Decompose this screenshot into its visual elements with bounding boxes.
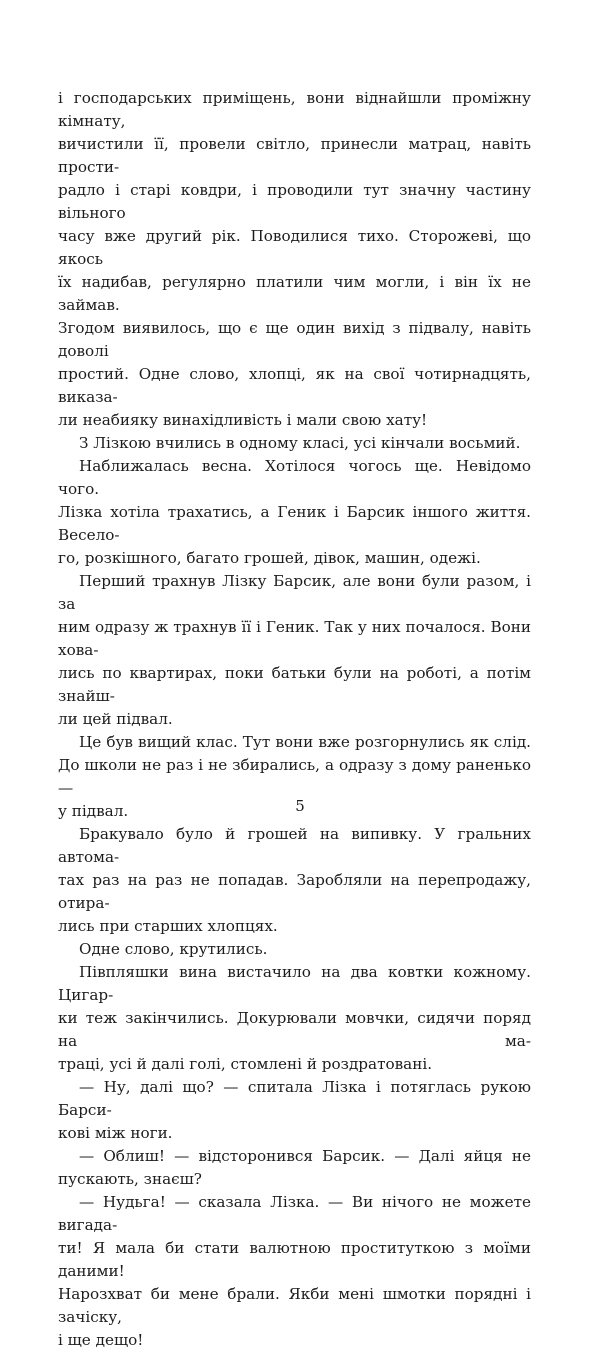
text-line: тах раз на раз не попадав. Заробляли на перепродажу, отира- [58, 871, 531, 912]
text-line: кові між ноги. [58, 1124, 173, 1142]
paragraph [58, 961, 531, 1076]
text-line: Це був вищий клас. Тут вони вже розгорнулись як слід. [79, 733, 531, 751]
paragraph [58, 570, 531, 731]
text-line: Півпляшки вина вистачило на два ковтки кожному. Цигар- [58, 963, 531, 1004]
text-line: і ще дещо! [58, 1331, 144, 1349]
paragraph [58, 938, 531, 961]
text-line: простий. Одне слово, хлопці, як на свої чотирнадцять, виказа- [58, 365, 531, 406]
text-line: пускають, знаєш? [58, 1170, 202, 1188]
text-line: ли цей підвал. [58, 710, 173, 728]
text-line: го, розкішного, багато грошей, дівок, машин, одежі. [58, 549, 481, 567]
text-line: радло і старі ковдри, і проводили тут значну частину вільного [58, 181, 531, 222]
text-line: часу вже другий рік. Поводилися тихо. Сторожеві, що якось [58, 227, 531, 268]
text-line: траці, усі й далі голі, стомлені й роздратовані. [58, 1055, 433, 1073]
paragraph [58, 1145, 531, 1191]
text-line: Одне слово, крутились. [79, 940, 268, 958]
text-line: Згодом виявилось, що є ще один вихід з підвалу, навіть доволі [58, 319, 531, 360]
text-line: ти! Я мала би стати валютною проституткою з моїми даними! [58, 1239, 531, 1280]
text-line: ки теж закінчились. Докурювали мовчки, сидячи поряд на ма- [58, 1009, 531, 1050]
text-line: Перший трахнув Лізку Барсик, але вони були разом, і за [58, 572, 531, 613]
text-line: і господарських приміщень, вони віднайшли проміжну кімнату, [58, 89, 531, 130]
text-line: лись при старших хлопцях. [58, 917, 278, 935]
text-line: лись по квартирах, поки батьки були на роботі, а потім знайш- [58, 664, 531, 705]
paragraph [58, 823, 531, 938]
text-line: ним одразу ж трахнув її і Геник. Так у них почалося. Вони хова- [58, 618, 531, 659]
text-line: Наближалась весна. Хотілося чогось ще. Невідомо чого. [58, 457, 531, 498]
page-number: 5 [295, 797, 305, 815]
text-line: — Ну, далі що? — спитала Лізка і потяглась рукою Барси- [58, 1078, 531, 1119]
paragraph [58, 455, 531, 570]
text-line: вичистили її, провели світло, принесли матрац, навіть прости- [58, 135, 531, 176]
text-line: Нарозхват би мене брали. Якби мені шмотки порядні і зачіску, [58, 1285, 531, 1326]
text-line: Лізка хотіла трахатись, а Геник і Барсик іншого життя. Весело- [58, 503, 531, 544]
text-line: їх надибав, регулярно платили чим могли, і він їх не займав. [58, 273, 531, 314]
text-line: Бракувало було й грошей на випивку. У гральних автома- [58, 825, 531, 866]
text-line: — Облиш! — відсторонився Барсик. — Далі яйця не [79, 1147, 531, 1165]
text-line: у підвал. [58, 802, 129, 820]
paragraph [58, 1191, 531, 1352]
paragraph [58, 1076, 531, 1145]
text-line: — Нудьга! — сказала Лізка. — Ви нічого не можете вигада- [58, 1193, 531, 1234]
text-line: До школи не раз і не збирались, а одразу з дому раненько — [58, 756, 531, 797]
paragraph [58, 87, 531, 432]
body-text [58, 87, 531, 1352]
paragraph [58, 432, 531, 455]
text-line: З Лізкою вчились в одному класі, усі кінчали восьмий. [79, 434, 521, 452]
text-line: ли неабияку винахідливість і мали свою хату! [58, 411, 428, 429]
